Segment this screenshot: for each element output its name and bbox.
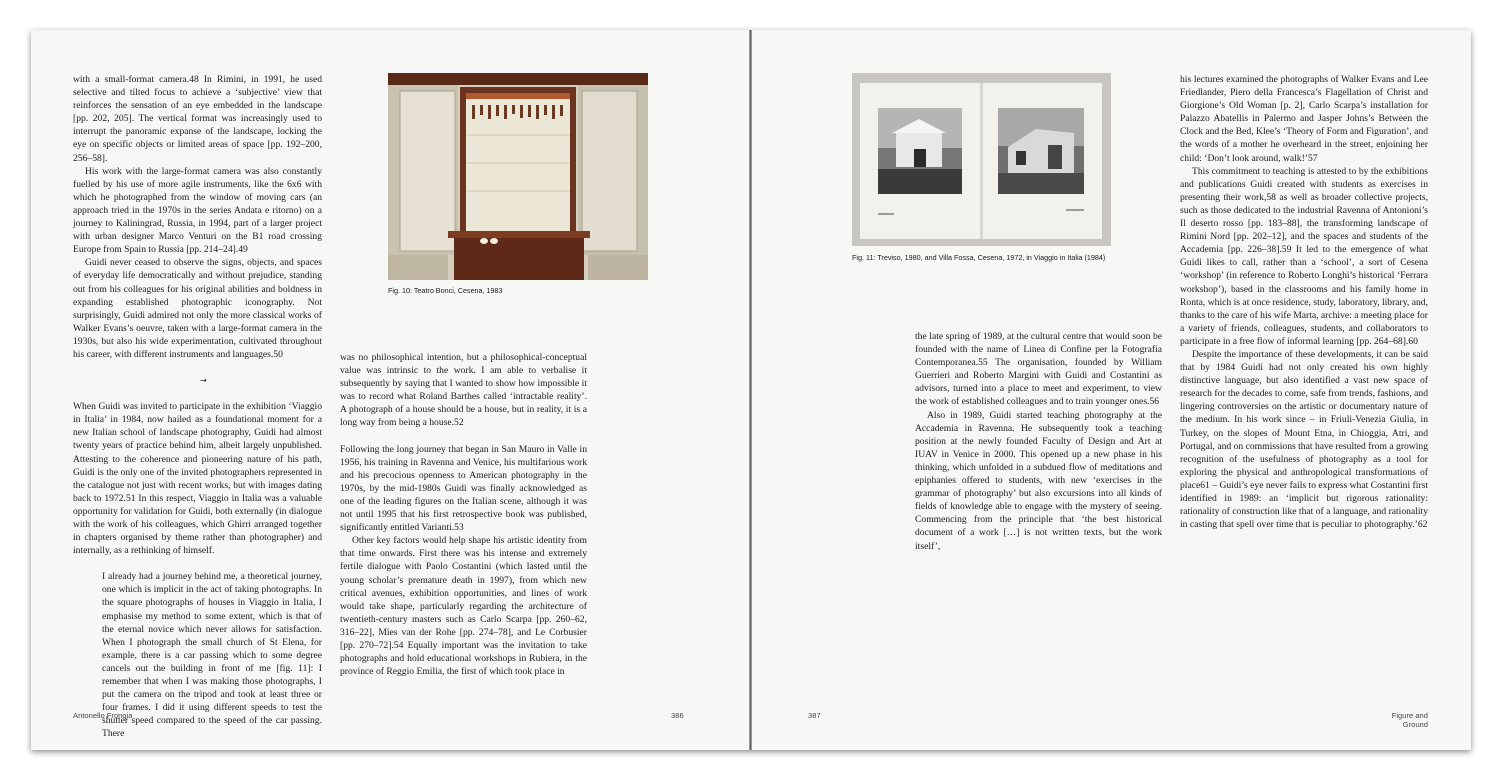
paragraph: When Guidi was invited to participate in the exhibition ‘Viaggio in Italia’ in 1984, now hailed as a foundational moment for a new Italian school of landscape photography, Guidi had almost twenty years of practice behind him, albeit largely unpublished. Attesting to the coherence and pioneering nature of his path, Guidi is the only one of the invited photographers represented in the catalogue not just with recent works, but with images dating back to 1972.51 In this respect, Viaggio in Italia was a valuable opportunity for validation for Guidi, both externally (in dialogue with the work of his colleagues, which Ghirri arranged together in chapters organised by theme rather than photographer) and internally, as a rethinking of himself.: [73, 401, 322, 557]
figure-11-caption: Fig. 11: Treviso, 1980, and Villa Fossa, Cesena, 1972, in Viaggio in Italia (1984): [852, 253, 1106, 262]
paragraph: Also in 1989, Guidi started teaching photography at the Accademia in Ravenna. He subsequently took a teaching position at the newly founded Faculty of Design and Art at IUAV in Venice in 2000. This opened up a new phase in his thinking, which unfolded in a subdued flow of meditations and epiphanies offered to students, with new ‘exercises in the grammar of photography’ but also excursions into all kinds of fields of knowledge able to engage with the mystery of seeing. Commencing from the principle that ‘the best historical document of a work […] is not written texts, but the work itself’,: [915, 409, 1162, 552]
left-page: [31, 30, 750, 750]
block-quote-continued: was no philosophical intention, but a philosophical-conceptual value was intrinsic to the work. I am able to verbalise it subsequently by saying that I wanted to show how impossible it was to record what Roland Barthes called ‘intractable reality’. A photograph of a house should be a house, but in reality, it is a long way from being a house.52: [340, 352, 587, 429]
right-column-2: [1180, 73, 1428, 531]
paragraph: This commitment to teaching is attested to by the exhibitions and publications Guidi created with students as exercises in presenting their work,58 as well as broader collective projects, such as those dedicated to the industrial Ravenna of Antonioni’s Il deserto rosso [pp. 183–88], the transforming landscape of Rimini Nord [pp. 202–12], and the spaces and students of the Accademia [pp. 226–38].59 It led to the emergence of what Guidi likes to call, rather than a ‘school’, a sort of Cesena ‘workshop’ (in reference to Roberto Longhi’s historical ‘Ferrara workshop’), based in the classrooms and his family home in Ronta, which is at once residence, study, laboratory, library, and, thanks to the care of his wife Marta, archive: a meeting place for a variety of friends, colleagues, students, and collaborators to participate in a free flow of informal learning [pp. 264–68].60: [1180, 165, 1428, 347]
paragraph: Other key factors would help shape his artistic identity from that time onwards. First there was his intense and extremely fertile dialogue with Paolo Costantini (which lasted until the young scholar’s premature death in 1997), from which new critical avenues, exhibition opportunities, and lines of work would take shape, particularly regarding the architecture of twentieth-century masters such as Carlo Scarpa [pp. 260–62, 316–22], Mies van der Rohe [pp. 274–78], and Le Corbusier [pp. 270–72].54 Equally important was the invitation to take photographs and hold educational workshops in Rubiera, in the province of Reggio Emilia, the first of which took place in: [340, 535, 587, 678]
paragraph: the late spring of 1989, at the cultural centre that would soon be founded with the name of Linea di Confine per la Fotografia Contemporanea.55 The organisation, founded by William Guerrieri and Roberto Margini with Guidi and Costantini as advisors, turned into a place to meet and experiment, to view the work of established colleagues and to train younger ones.56: [915, 331, 1162, 408]
right-page: [752, 30, 1471, 750]
paragraph: Following the long journey that began in San Mauro in Valle in 1956, his training in Ravenna and Venice, his multifarious work and his precocious openness to American photography in the 1970s, by the mid-1980s Guidi was finally acknowledged as one of the leading figures on the Italian scene, although it was not until 1995 that his first retrospective book was published, significantly entitled Varianti.53: [340, 443, 587, 534]
figure-10-teatro-bonci-photo: [388, 73, 648, 280]
footer-page-number: 386: [671, 711, 684, 720]
book-spread: [31, 30, 1471, 750]
paragraph: His work with the large-format camera was also constantly fuelled by his use of more agile instruments, like the 6x6 with which he photographed from the window of moving cars (an approach tried in the 1970s in the series Andata e ritorno) on a journey to Kaliningrad, Russia, in 1994, part of a larger project with urban designer Marco Venturi on the B1 road crossing Europe from Spain to Russia [pp. 214–24].49: [73, 165, 322, 256]
footer-page-number: 387: [808, 711, 821, 720]
figure-10-caption: Fig. 10: Teatro Bonci, Cesena, 1983: [388, 286, 503, 295]
paragraph: with a small-format camera.48 In Rimini, in 1991, he used selective and tilted focus to achieve a ‘subjective’ view that reinforces the sensation of an eye embedded in the landscape [pp. 202, 205]. The vertical format was increasingly used to interrupt the panoramic expanse of the landscape, locking the eye on specific objects or limited areas of space [pp. 192–200, 256–58].: [73, 74, 322, 164]
right-column-1: [915, 330, 1162, 553]
block-quote: I already had a journey behind me, a theoretical journey, one which is implicit in the act of taking photographs. In the square photographs of houses in Viaggio in Italia, I emphasise my method to some extent, which is that of the eternal novice which never allows for satisfaction. When I photograph the small church of St Elena, for example, there is a car passing which to some degree cancels out the building in front of me [fig. 11]: I remember that when I was making those photographs, I put the camera on the tripod and took at least three or four frames. I did it using different speeds to test the shutter speed compared to the speed of the car passing. There: [102, 571, 322, 740]
paragraph: Guidi never ceased to observe the signs, objects, and spaces of everyday life democratically and without prejudice, standing out from his colleagues for his original abilities and boldness in expanding established photographic iconography. Not surprisingly, Guidi admired not only the more classical works of Walker Evans’s oeuvre, taken with a large-format camera in the 1930s, but also his wide experimentation, cultivated throughout his career, with different instruments and languages.50: [73, 257, 322, 360]
left-column-2: [340, 351, 587, 678]
figure-11-open-book-photo: [852, 73, 1111, 246]
paragraph: his lectures examined the photographs of Walker Evans and Lee Friedlander, Piero della Francesca’s Flagellation of Christ and Giorgione’s Old Woman [p. 2], Carlo Scarpa’s installation for Palazzo Abatellis in Palermo and Jasper Johns’s Between the Clock and the Bed, Klee’s ‘Theory of Form and Figuration’, and the words of a mother he overheard in the street, enjoining her child: ‘Don’t look around, walk!’57: [1180, 74, 1428, 164]
left-column-1: [73, 73, 322, 741]
footer-section-title: Figure and Ground: [1391, 711, 1428, 729]
footer-author: Antonello Frongia: [73, 711, 133, 720]
paragraph: Despite the importance of these developments, it can be said that by 1984 Guidi had not only created his own highly distinctive language, but also identified a vast new space of research for the decades to come, safe from trends, fashions, and lingering controversies on the artistic or documentary nature of the medium. In his work since – in Friuli-Venezia Giulia, in Turkey, on the slopes of Mount Etna, in Chioggia, Atri, and Portugal, and on commissions that have resulted from a growing recognition of the usefulness of photography as a tool for exploring the physical and anthropological transformations of place61 – Guidi’s eye never fails to express what Costantini first identified in 1989: an ‘implicit but rigorous rationality: rationality of construction like that of a language, and rationality in casting that spell over time that is peculiar to photography.’62: [1180, 348, 1429, 531]
section-arrow: →: [200, 376, 207, 386]
